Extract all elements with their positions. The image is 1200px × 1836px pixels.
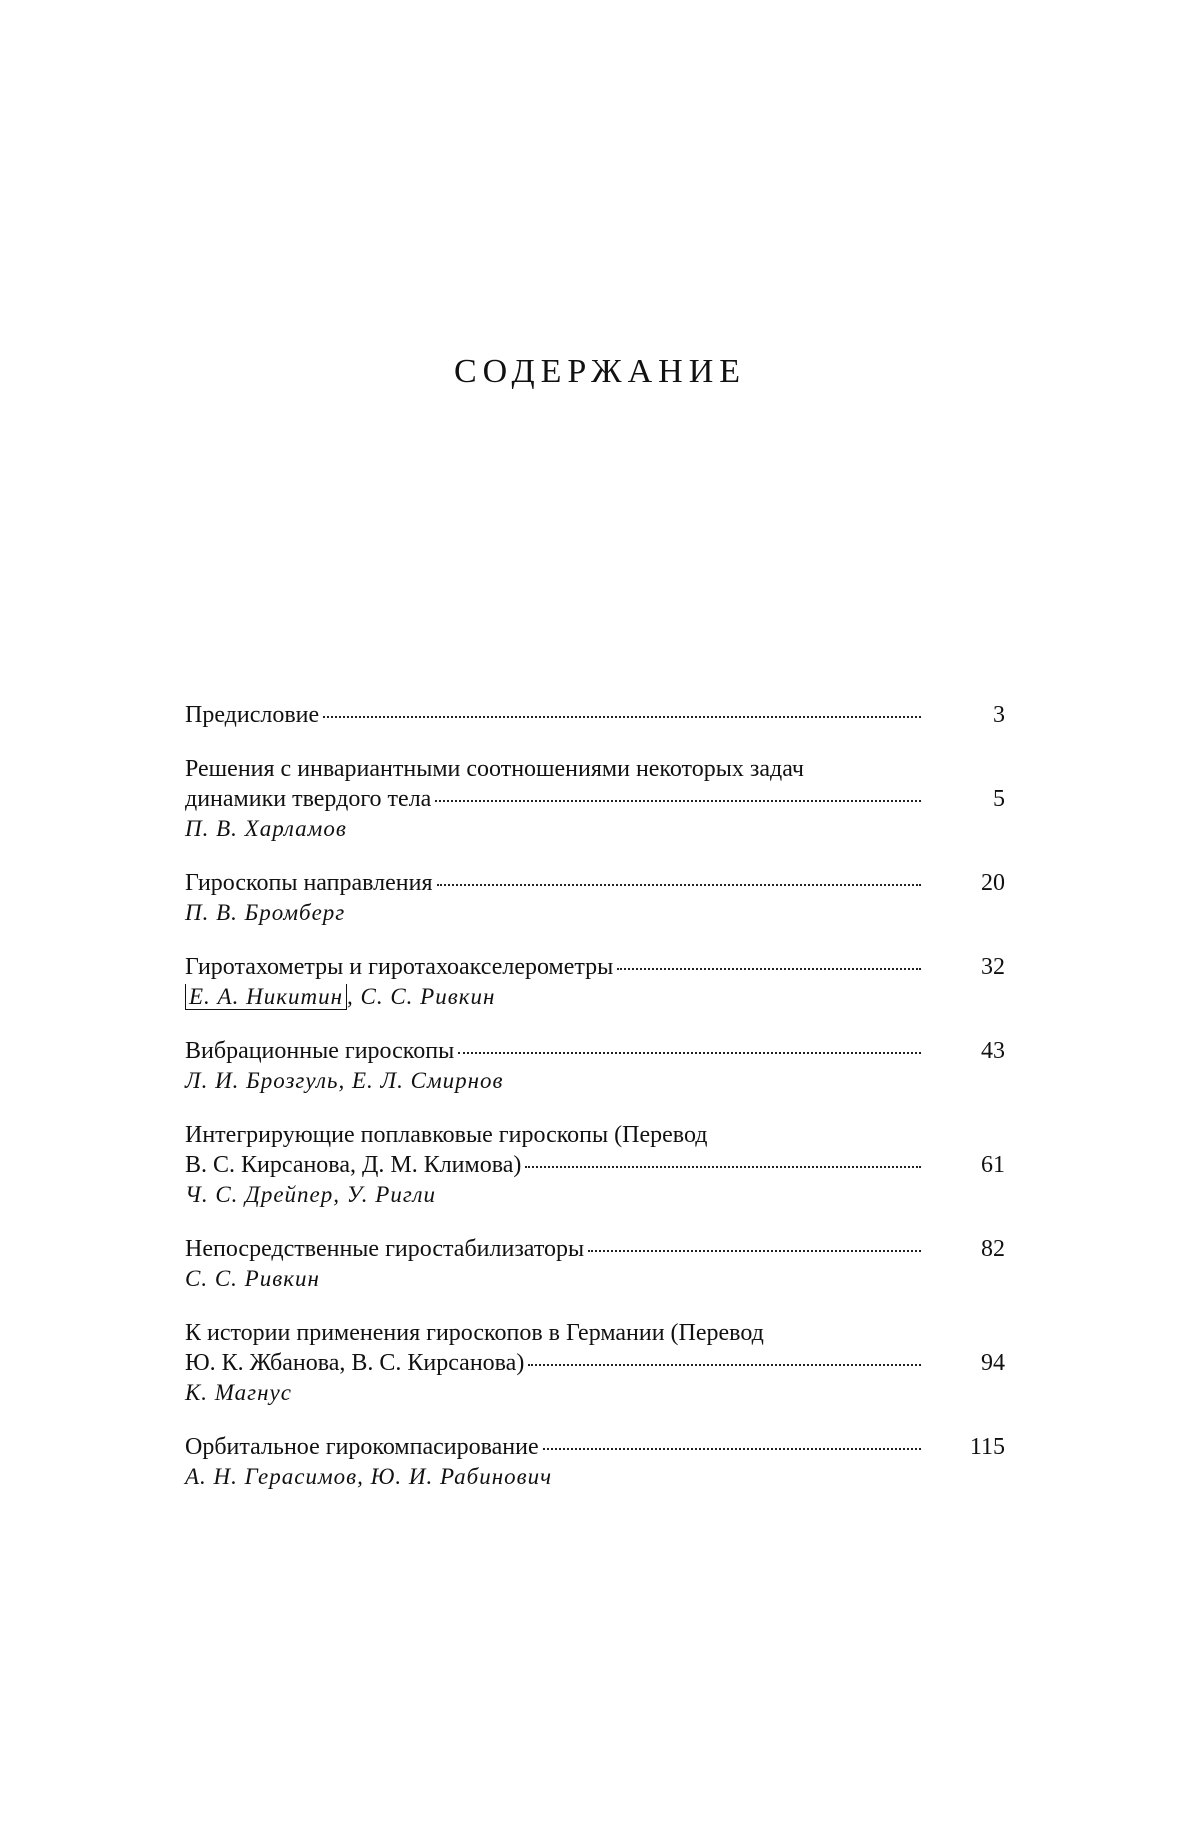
dot-leader	[437, 884, 921, 886]
entry-authors: П. В. Бромберг	[185, 900, 346, 925]
entry-title-line: Вибрационные гироскопы	[185, 1036, 921, 1066]
entry-title-line: К истории применения гироскопов в Германии (Перевод	[185, 1320, 764, 1346]
toc-entry[interactable]	[185, 868, 1005, 928]
page-title: СОДЕРЖАНИЕ	[453, 353, 747, 390]
dot-leader	[528, 1364, 921, 1366]
entry-authors: С. С. Ривкин	[185, 1266, 320, 1291]
toc-entry[interactable]	[185, 1432, 1005, 1492]
entry-authors: П. В. Харламов	[185, 816, 347, 841]
entry-authors: Ч. С. Дрейпер, У. Ригли	[185, 1182, 437, 1207]
page-number: 82	[981, 1236, 1005, 1262]
entry-title-line: Ю. К. Жбанова, В. С. Кирсанова)	[185, 1348, 921, 1378]
page-number: 94	[981, 1350, 1005, 1376]
dot-leader	[323, 716, 921, 718]
entry-title-line: В. С. Кирсанова, Д. М. Климова)	[185, 1150, 921, 1180]
page-number: 61	[981, 1152, 1005, 1178]
entry-authors: Е. А. Никитин , С. С. Ривкин	[185, 982, 1005, 1012]
toc-entry[interactable]	[185, 1036, 1005, 1096]
dot-leader	[525, 1166, 921, 1168]
entry-title-line: Орбитальное гирокомпасирование	[185, 1432, 921, 1462]
deceased-author-frame: Е. А. Никитин	[185, 984, 347, 1010]
toc-entry[interactable]	[185, 1120, 1005, 1210]
entry-title-line: Интегрирующие поплавковые гироскопы (Перевод	[185, 1122, 708, 1148]
page-number: 43	[981, 1038, 1005, 1064]
dot-leader	[543, 1448, 921, 1450]
page-number: 20	[981, 870, 1005, 896]
dot-leader	[617, 968, 921, 970]
table-of-contents	[185, 700, 1005, 1516]
page-number: 32	[981, 954, 1005, 980]
toc-entry[interactable]	[185, 754, 1005, 844]
dot-leader	[458, 1052, 921, 1054]
entry-authors: К. Магнус	[185, 1380, 292, 1405]
dot-leader	[435, 800, 921, 802]
entry-title-line: Непосредственные гиростабилизаторы	[185, 1234, 921, 1264]
entry-title-line: динамики твердого тела	[185, 784, 921, 814]
entry-title-line: Гироскопы направления	[185, 868, 921, 898]
entry-authors: Л. И. Брозгуль, Е. Л. Смирнов	[185, 1068, 504, 1093]
page-number: 3	[993, 702, 1005, 728]
toc-entry[interactable]	[185, 1318, 1005, 1408]
page-number: 115	[969, 1434, 1005, 1460]
entry-authors: А. Н. Герасимов, Ю. И. Рабинович	[185, 1464, 553, 1489]
entry-title-line: Решения с инвариантными соотношениями некоторых задач	[185, 756, 804, 782]
page-number: 5	[993, 786, 1005, 812]
toc-entry[interactable]	[185, 700, 1005, 730]
toc-entry[interactable]	[185, 952, 1005, 1012]
entry-title-line: Предисловие	[185, 700, 921, 730]
toc-entry[interactable]	[185, 1234, 1005, 1294]
dot-leader	[588, 1250, 921, 1252]
entry-title-line: Гиротахометры и гиротахоакселерометры	[185, 952, 921, 982]
